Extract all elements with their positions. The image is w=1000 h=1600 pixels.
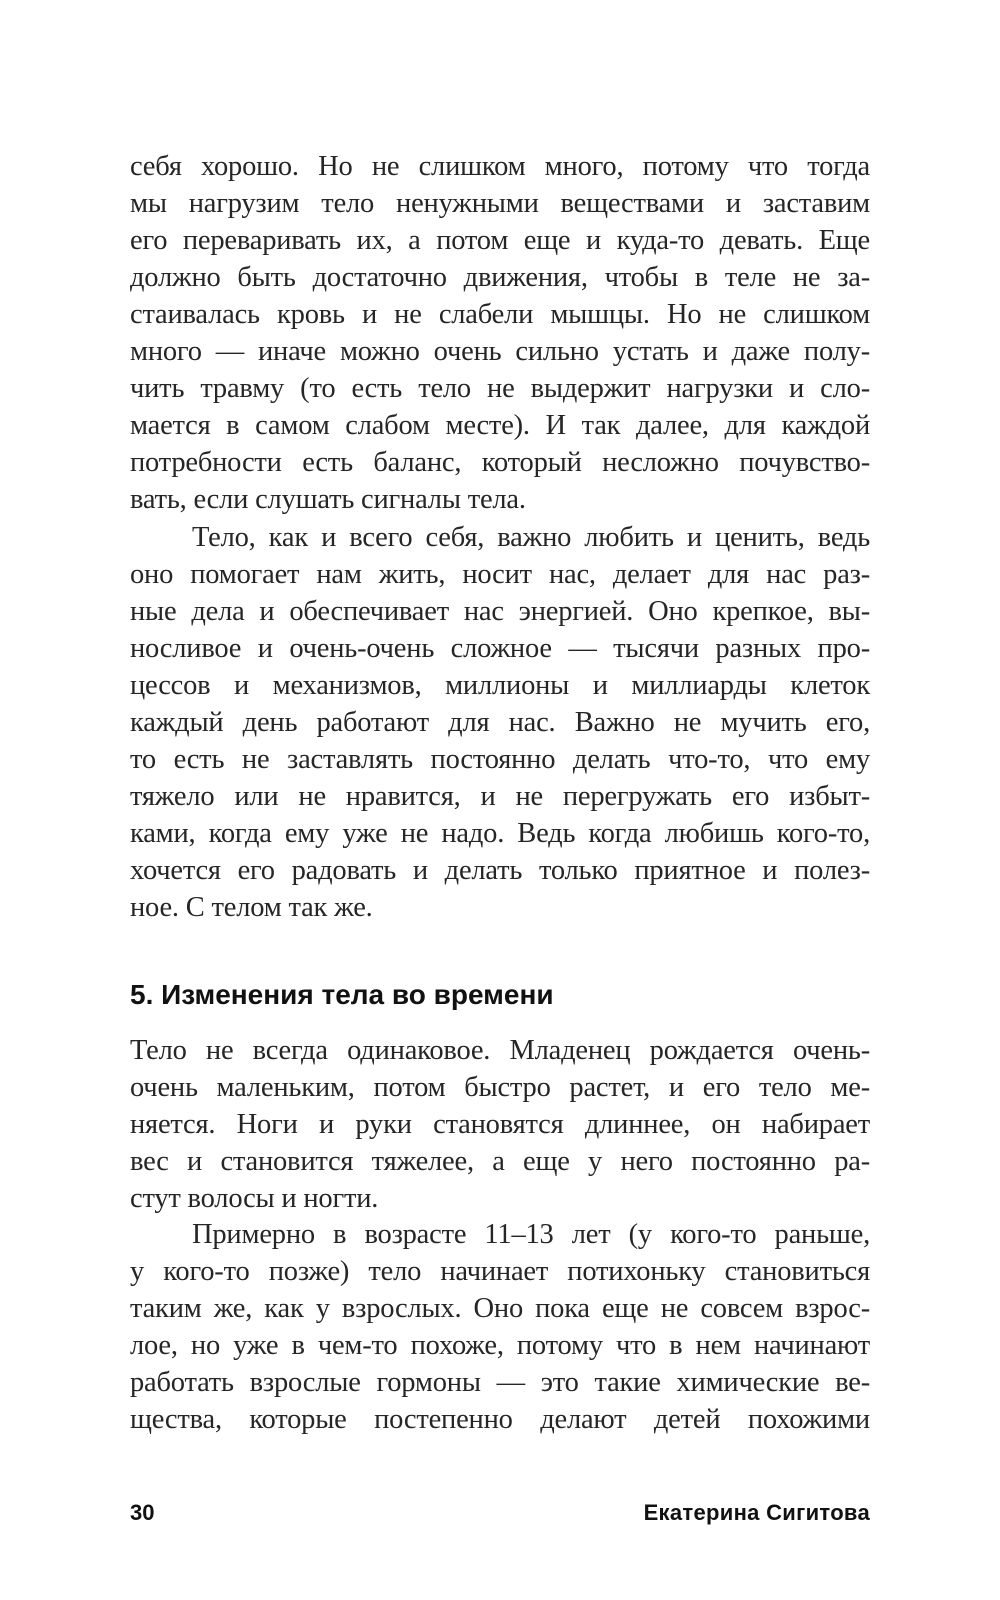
- text-line: работать взрослые гормоны — это такие химические ве-: [130, 1367, 870, 1398]
- section-heading: 5. Изменения тела во времени: [130, 979, 554, 1010]
- text-line: оно помогает нам жить, носит нас, делает для нас раз-: [130, 559, 870, 590]
- text-line: цессов и механизмов, миллионы и миллиарды клеток: [130, 670, 870, 701]
- text-line: чить травму (то есть тело не выдержит нагрузки и сло-: [130, 373, 870, 404]
- text-line: носливое и очень-очень сложное — тысячи разных про-: [130, 633, 870, 664]
- text-line: должно быть достаточно движения, чтобы в теле не за-: [130, 262, 870, 293]
- text-line: вать, если слушать сигналы тела.: [130, 484, 526, 515]
- text-line: каждый день работают для нас. Важно не мучить его,: [130, 707, 870, 738]
- text-line: много — иначе можно очень сильно устать и даже полу-: [130, 336, 870, 367]
- text-line: потребности есть баланс, который несложно почувство-: [130, 447, 870, 478]
- text-line: лое, но уже в чем-то похоже, потому что в нем начинают: [130, 1330, 870, 1361]
- paragraph-2: [130, 519, 870, 926]
- text-line: стут волосы и ногти.: [130, 1183, 379, 1214]
- text-line: Примерно в возрасте 11–13 лет (у кого-то раньше,: [192, 1219, 870, 1250]
- text-line: стаивалась кровь и не слабели мышцы. Но не слишком: [130, 299, 870, 330]
- text-line: таким же, как у взрослых. Оно пока еще не совсем взрос-: [130, 1293, 870, 1324]
- text-line: у кого-то позже) тело начинает потихоньку становиться: [130, 1256, 870, 1287]
- author-name: Екатерина Сигитова: [643, 1500, 870, 1525]
- text-line: хочется его радовать и делать только приятное и полез-: [130, 855, 870, 886]
- text-line: вес и становится тяжелее, а еще у него постоянно ра-: [130, 1146, 870, 1177]
- page-number: 30: [130, 1500, 155, 1525]
- paragraph-4: [130, 1216, 870, 1438]
- text-line: Тело, как и всего себя, важно любить и ценить, ведь: [192, 522, 870, 553]
- text-line: щества, которые постепенно делают детей похожими: [130, 1404, 870, 1435]
- text-line: его переваривать их, а потом еще и куда-то девать. Еще: [130, 225, 870, 256]
- text-line: мается в самом слабом месте). И так далее, для каждой: [130, 410, 870, 441]
- text-line: то есть не заставлять постоянно делать что-то, что ему: [130, 744, 870, 775]
- paragraph-1: [130, 148, 870, 518]
- text-line: няется. Ноги и руки становятся длиннее, он набирает: [130, 1109, 870, 1140]
- text-line: ками, когда ему уже не надо. Ведь когда любишь кого-то,: [130, 818, 870, 849]
- text-line: очень маленьким, потом быстро растет, и его тело ме-: [130, 1072, 870, 1103]
- page-footer: [130, 1496, 870, 1530]
- text-line: тяжело или не нравится, и не перегружать его избыт-: [130, 781, 870, 812]
- paragraph-3: [130, 1032, 870, 1217]
- text-line: ное. С телом так же.: [130, 892, 373, 923]
- text-line: мы нагрузим тело ненужными веществами и заставим: [130, 188, 870, 219]
- text-line: Тело не всегда одинаковое. Младенец рождается очень-: [130, 1035, 870, 1066]
- text-line: ные дела и обеспечивает нас энергией. Оно крепкое, вы-: [130, 596, 870, 627]
- text-line: себя хорошо. Но не слишком много, потому что тогда: [130, 151, 870, 182]
